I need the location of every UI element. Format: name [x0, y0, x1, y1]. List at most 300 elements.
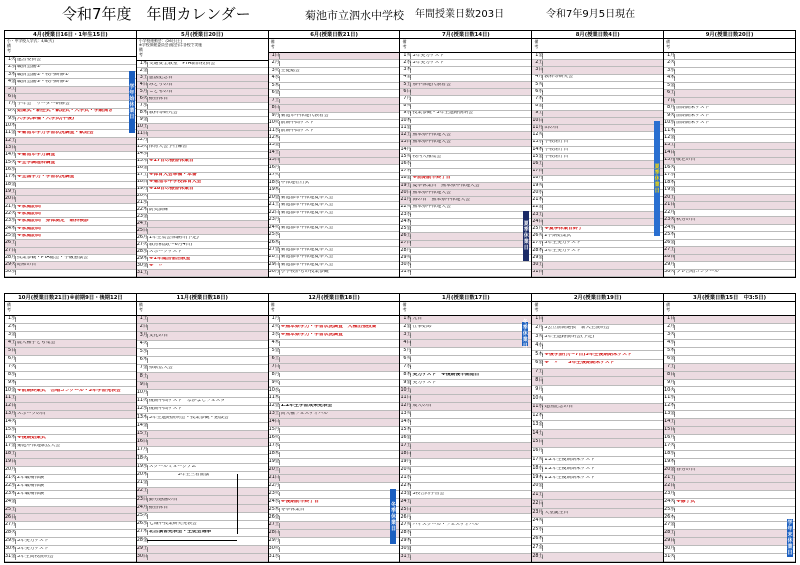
day-number: 17 — [5, 174, 12, 180]
day-row — [400, 475, 531, 483]
day-number: 19 — [5, 458, 12, 464]
day-event: 中体連壮行式 — [280, 180, 310, 185]
day-event: 入学式準備・入学式(午後) — [17, 116, 75, 121]
day-number: 21 — [400, 474, 407, 480]
weekday: 木 — [670, 347, 675, 353]
day-row — [5, 499, 136, 507]
day-row — [664, 75, 795, 82]
day-number: 1 — [139, 61, 143, 66]
day-number: 23 — [268, 490, 275, 496]
weekday: 水 — [142, 151, 148, 157]
day-number: 21 — [532, 492, 539, 498]
day-number: 11 — [532, 125, 539, 130]
day-number: 16 — [400, 161, 407, 166]
day-number: 16 — [664, 165, 671, 170]
day-row — [269, 240, 400, 247]
day-row — [269, 120, 400, 127]
day-number: 27 — [664, 247, 671, 253]
day-row — [5, 538, 136, 546]
day-row — [664, 68, 795, 75]
day-number: 5 — [535, 81, 539, 87]
day-number: 10 — [664, 120, 671, 126]
weekday: 日 — [538, 316, 544, 322]
day-number: 14 — [136, 422, 143, 428]
weekday: 月 — [274, 112, 280, 118]
weekday: 火 — [406, 154, 412, 159]
weekday: 水 — [670, 172, 675, 178]
weekday: 木 — [670, 514, 675, 520]
day-row — [664, 135, 795, 142]
day-row — [5, 174, 136, 181]
weekday: 金 — [274, 347, 280, 353]
day-event: 学校閉庁日 — [544, 147, 569, 152]
day-row — [532, 457, 663, 466]
day-list — [269, 53, 400, 277]
day-number: 10 — [136, 390, 143, 396]
day-event: 3公立前期選抜 新入生説明会 — [544, 326, 610, 331]
day-row — [400, 104, 531, 111]
day-row — [269, 90, 400, 97]
day-event: 実力テスト ※後期後半開始日 — [412, 372, 480, 377]
weekday: 木 — [142, 357, 148, 363]
weekday: 土 — [406, 554, 412, 560]
day-number: 16 — [136, 439, 143, 445]
weekday: 土 — [406, 233, 412, 239]
day-row — [5, 483, 136, 491]
day-number: 10 — [136, 123, 143, 129]
day-number: 15 — [532, 154, 539, 159]
weekday: 月 — [406, 458, 412, 464]
month-jan — [400, 294, 532, 562]
day-event: 小学校からの授業参観 — [280, 270, 329, 275]
weekday: 金 — [274, 247, 280, 253]
day-row — [5, 340, 136, 348]
day-row — [137, 431, 268, 439]
weekday: 月 — [142, 390, 148, 396]
remarks-header — [532, 302, 663, 316]
day-event: 春分の日 — [676, 467, 696, 472]
day-row — [400, 403, 531, 411]
weekday: 火 — [11, 363, 16, 369]
weekday: 木 — [538, 197, 544, 203]
weekday: 火 — [406, 522, 412, 528]
weekday: 金 — [11, 498, 16, 504]
day-row — [269, 411, 400, 419]
day-number: 9 — [667, 112, 671, 118]
day-row — [269, 538, 400, 546]
day-row — [664, 411, 795, 419]
weekday: 水 — [142, 249, 148, 254]
day-row — [137, 117, 268, 124]
weekday: 水 — [11, 482, 16, 488]
month-header: 10月(授業日数21日)※前期9日・後期12日 — [5, 294, 136, 302]
day-number: 1 — [403, 316, 407, 322]
day-number: 9 — [403, 110, 407, 116]
holiday-bar: 学 年 末 休 業 日 — [787, 520, 793, 556]
day-event: 菊池郡市中体連夏季大会 — [280, 195, 334, 200]
day-event: ※家庭訪問 — [17, 204, 41, 209]
weekday: 水 — [406, 110, 412, 116]
day-number: 11 — [664, 127, 671, 133]
day-row — [532, 132, 663, 139]
weekday: 月 — [11, 101, 16, 106]
weekday: 水 — [11, 64, 16, 70]
day-row — [5, 546, 136, 554]
weekday: 火 — [670, 217, 675, 223]
day-event: ※熊本県学力・学習状況調査 — [280, 332, 343, 337]
weekday: 月 — [406, 514, 412, 520]
day-row — [664, 173, 795, 180]
weekday: 土 — [406, 498, 412, 504]
day-number: 19 — [400, 182, 407, 188]
weekday: 月 — [274, 538, 280, 544]
weekday: 火 — [142, 242, 148, 247]
weekday: 金 — [670, 466, 675, 472]
day-number: 18 — [664, 179, 671, 185]
day-number: 10 — [664, 387, 671, 393]
weekday: 木 — [406, 482, 412, 488]
day-row — [532, 190, 663, 197]
day-row — [664, 546, 795, 554]
weekday: 月 — [670, 105, 675, 111]
weekday: 水 — [274, 232, 280, 238]
day-number: 11 — [400, 395, 407, 401]
day-number: 29 — [136, 545, 143, 551]
day-row — [137, 256, 268, 263]
weekday: 土 — [538, 430, 544, 436]
weekday: 土 — [11, 137, 16, 143]
day-row — [137, 82, 268, 89]
day-event: ※修了式 — [676, 499, 696, 504]
weekday: 木 — [274, 339, 280, 345]
day-row — [532, 75, 663, 82]
remarks-label-2: 考 — [666, 44, 671, 49]
day-number: 28 — [136, 537, 143, 543]
day-number: 17 — [664, 443, 671, 449]
weekday: 月 — [274, 316, 280, 322]
day-event: 文化の日 — [148, 333, 169, 338]
day-event: 体育大会予行練習 — [148, 145, 188, 150]
weekday: 日 — [11, 458, 16, 464]
day-row — [269, 372, 400, 380]
weekday: 木 — [142, 529, 148, 535]
month-jun — [269, 31, 401, 277]
day-row — [532, 212, 663, 219]
weekday: 日 — [142, 228, 148, 233]
day-row — [269, 403, 400, 411]
day-event: 菊池郡市中体連夏季大会 — [280, 255, 334, 260]
day-row — [5, 218, 136, 225]
day-number: 19 — [664, 187, 671, 193]
day-row — [532, 270, 663, 277]
day-number: 17 — [268, 443, 275, 449]
day-number: 21 — [268, 474, 275, 480]
day-number: 25 — [136, 228, 143, 233]
weekday: 火 — [11, 108, 16, 114]
weekday: 火 — [11, 530, 16, 536]
day-row — [400, 53, 531, 60]
weekday: 日 — [11, 347, 16, 353]
weekday: 月 — [11, 522, 16, 528]
weekday: 水 — [11, 371, 16, 377]
weekday: 日 — [670, 482, 675, 488]
weekday: 水 — [538, 89, 544, 94]
day-row — [400, 183, 531, 190]
day-number: 28 — [5, 255, 12, 260]
day-number: 7 — [139, 103, 143, 108]
remarks-header — [400, 39, 531, 53]
weekday: 金 — [538, 544, 544, 550]
day-number: 26 — [532, 233, 539, 239]
day-number: 5 — [139, 349, 143, 355]
weekday: 水 — [538, 465, 544, 471]
day-number: 4 — [139, 82, 143, 87]
weekday: 水 — [406, 262, 412, 268]
day-number: 1 — [667, 316, 671, 322]
day-row — [400, 364, 531, 372]
day-row — [664, 232, 795, 239]
weekday: 日 — [274, 363, 280, 369]
weekday: 火 — [274, 546, 280, 552]
day-number: 27 — [136, 242, 143, 247]
day-number: 14 — [5, 419, 12, 425]
day-row — [269, 68, 400, 75]
day-number: 11 — [532, 404, 539, 410]
day-row — [269, 499, 400, 507]
day-row — [400, 467, 531, 475]
day-number: 1 — [535, 316, 539, 322]
day-row — [5, 380, 136, 388]
day-number: 18 — [268, 179, 275, 185]
weekday: 火 — [142, 513, 148, 519]
weekday: 日 — [670, 150, 675, 155]
month-note: 小学校運動会：(26日(土) — [138, 39, 183, 43]
weekday: 金 — [142, 214, 148, 219]
weekday: 火 — [142, 193, 148, 199]
day-number: 28 — [664, 530, 671, 536]
day-number: 26 — [5, 240, 12, 246]
day-number: 18 — [136, 179, 143, 185]
weekday: 土 — [670, 363, 675, 369]
day-number: 3 — [7, 71, 11, 77]
day-number: 3 — [535, 67, 539, 73]
day-event: 菊池市中体連代表者会 — [280, 113, 329, 118]
day-number: 24 — [268, 224, 275, 230]
weekday: 月 — [670, 324, 675, 329]
remarks-label-1: 備 — [270, 39, 275, 44]
day-event: 七城中授業研究発表会 — [148, 522, 197, 527]
day-number: 26 — [400, 233, 407, 239]
day-row — [269, 165, 400, 172]
weekday: 水 — [670, 451, 675, 456]
day-row — [400, 451, 531, 459]
day-number: 15 — [664, 427, 671, 433]
day-event: 菊池郡市中体連夏季大会 — [280, 225, 334, 230]
weekday: 水 — [406, 363, 412, 369]
weekday: 土 — [538, 211, 544, 217]
day-event: 学校閉庁日 — [544, 154, 569, 159]
day-row — [532, 360, 663, 369]
weekday: 火 — [274, 172, 280, 178]
day-row — [400, 197, 531, 204]
day-row — [400, 89, 531, 96]
day-number: 11 — [268, 127, 275, 133]
weekday: 水 — [670, 67, 675, 73]
day-number: 3 — [139, 75, 143, 80]
day-number: 28 — [400, 247, 407, 253]
day-row — [532, 104, 663, 111]
day-number: 26 — [268, 514, 275, 520]
weekday: 土 — [274, 355, 280, 361]
weekday: 金 — [142, 480, 148, 486]
weekday: 水 — [142, 463, 148, 469]
day-number: 11 — [5, 395, 12, 401]
weekday: 木 — [406, 168, 412, 174]
day-number: 10 — [5, 387, 12, 393]
weekday: 土 — [142, 431, 148, 437]
day-row — [532, 518, 663, 527]
weekday: 土 — [538, 492, 544, 498]
day-event: 職員会議③・校内研修② — [17, 79, 69, 84]
day-row — [137, 166, 268, 173]
day-row — [532, 342, 663, 351]
day-number: 31 — [5, 554, 12, 560]
day-number: 3 — [535, 334, 539, 340]
day-row — [269, 546, 400, 554]
weekday: 土 — [538, 262, 544, 268]
weekday: 金 — [670, 522, 675, 528]
day-list — [137, 61, 268, 277]
weekday: 火 — [11, 159, 16, 165]
weekday: 土 — [670, 474, 675, 480]
weekday: 木 — [11, 490, 16, 496]
day-number: 27 — [268, 522, 275, 528]
holiday-bar: 夏 季 休 業 日 — [523, 211, 529, 261]
day-row — [532, 233, 663, 240]
weekday: 土 — [406, 81, 412, 87]
day-event: ハイスクール・フェスティバル — [412, 523, 479, 528]
weekday: 月 — [538, 125, 544, 130]
weekday: 金 — [670, 239, 675, 245]
weekday: 木 — [142, 110, 148, 115]
day-number: 29 — [532, 255, 539, 260]
weekday: 日 — [670, 538, 675, 544]
day-event: みどりの日 — [148, 82, 173, 87]
weekday: 月 — [11, 355, 16, 361]
day-row — [137, 414, 268, 422]
day-event: 学校閉庁日 — [544, 140, 569, 145]
day-number: 23 — [5, 490, 12, 496]
day-row — [137, 439, 268, 447]
weekday: 木 — [274, 395, 280, 401]
weekday: 木 — [142, 256, 148, 261]
day-number: 12 — [268, 403, 275, 409]
weekday: 木 — [11, 71, 16, 77]
weekday: 土 — [274, 466, 280, 472]
day-row — [5, 356, 136, 364]
day-number: 14 — [664, 419, 671, 425]
day-row — [5, 160, 136, 167]
day-number: 13 — [532, 421, 539, 427]
day-row — [400, 443, 531, 451]
day-number: 12 — [532, 132, 539, 138]
day-event: 敬老の日 — [676, 158, 696, 163]
day-row — [5, 123, 136, 130]
day-number: 21 — [664, 474, 671, 480]
weekday: 金 — [11, 331, 16, 337]
day-number: 21 — [5, 203, 12, 209]
day-event: 1.2年生学習成果発表会 — [280, 404, 333, 409]
remarks-label-1: 備 — [270, 302, 275, 307]
day-number: 17 — [5, 443, 12, 449]
weekday: 木 — [670, 75, 675, 81]
weekday: 日 — [670, 371, 675, 377]
day-number: 12 — [5, 403, 12, 409]
day-number: 1 — [7, 316, 11, 322]
remarks-label-2: 考 — [7, 307, 11, 312]
day-number: 29 — [400, 255, 407, 260]
day-number: 29 — [664, 262, 671, 267]
day-list — [664, 316, 795, 562]
day-row — [532, 183, 663, 190]
weekday: 日 — [274, 157, 280, 163]
month-header: 11月(授業日数18日) — [137, 294, 268, 302]
day-row — [664, 364, 795, 372]
day-row — [5, 554, 136, 562]
weekday: 木 — [538, 413, 544, 419]
day-row — [137, 455, 268, 463]
day-number: 11 — [136, 130, 143, 136]
day-row — [400, 411, 531, 419]
weekday: 水 — [11, 269, 16, 275]
day-number: 19 — [664, 458, 671, 464]
day-row — [5, 233, 136, 240]
day-number: 16 — [5, 167, 12, 172]
day-number: 13 — [136, 414, 143, 420]
day-row — [5, 403, 136, 411]
weekday: 木 — [274, 187, 280, 193]
day-number: 24 — [400, 219, 407, 224]
weekday: 土 — [274, 150, 280, 155]
day-number: 30 — [136, 263, 143, 268]
day-row — [400, 395, 531, 403]
day-number: 2 — [271, 324, 275, 329]
weekday: 金 — [538, 53, 544, 58]
day-number: 21 — [532, 197, 539, 203]
weekday: 土 — [670, 90, 675, 96]
day-row — [532, 465, 663, 474]
weekday: 月 — [11, 255, 16, 260]
day-event: ※1年集団宿泊教室 — [148, 256, 191, 261]
day-number: 15 — [532, 439, 539, 445]
weekday: 金 — [538, 154, 544, 159]
day-number: 30 — [268, 546, 275, 552]
day-number: 12 — [136, 137, 143, 143]
weekday: 日 — [538, 67, 544, 73]
day-list — [400, 53, 531, 277]
day-row — [664, 240, 795, 247]
day-number: 24 — [5, 225, 12, 231]
weekday: 月 — [670, 379, 675, 385]
weekday: 月 — [538, 226, 544, 231]
day-number: 23 — [400, 211, 407, 217]
day-event: 3年実力テスト — [412, 60, 445, 65]
day-row — [532, 176, 663, 183]
weekday: 月 — [142, 504, 148, 510]
day-row — [137, 173, 268, 180]
day-number: 2 — [535, 325, 539, 331]
day-row — [532, 60, 663, 67]
